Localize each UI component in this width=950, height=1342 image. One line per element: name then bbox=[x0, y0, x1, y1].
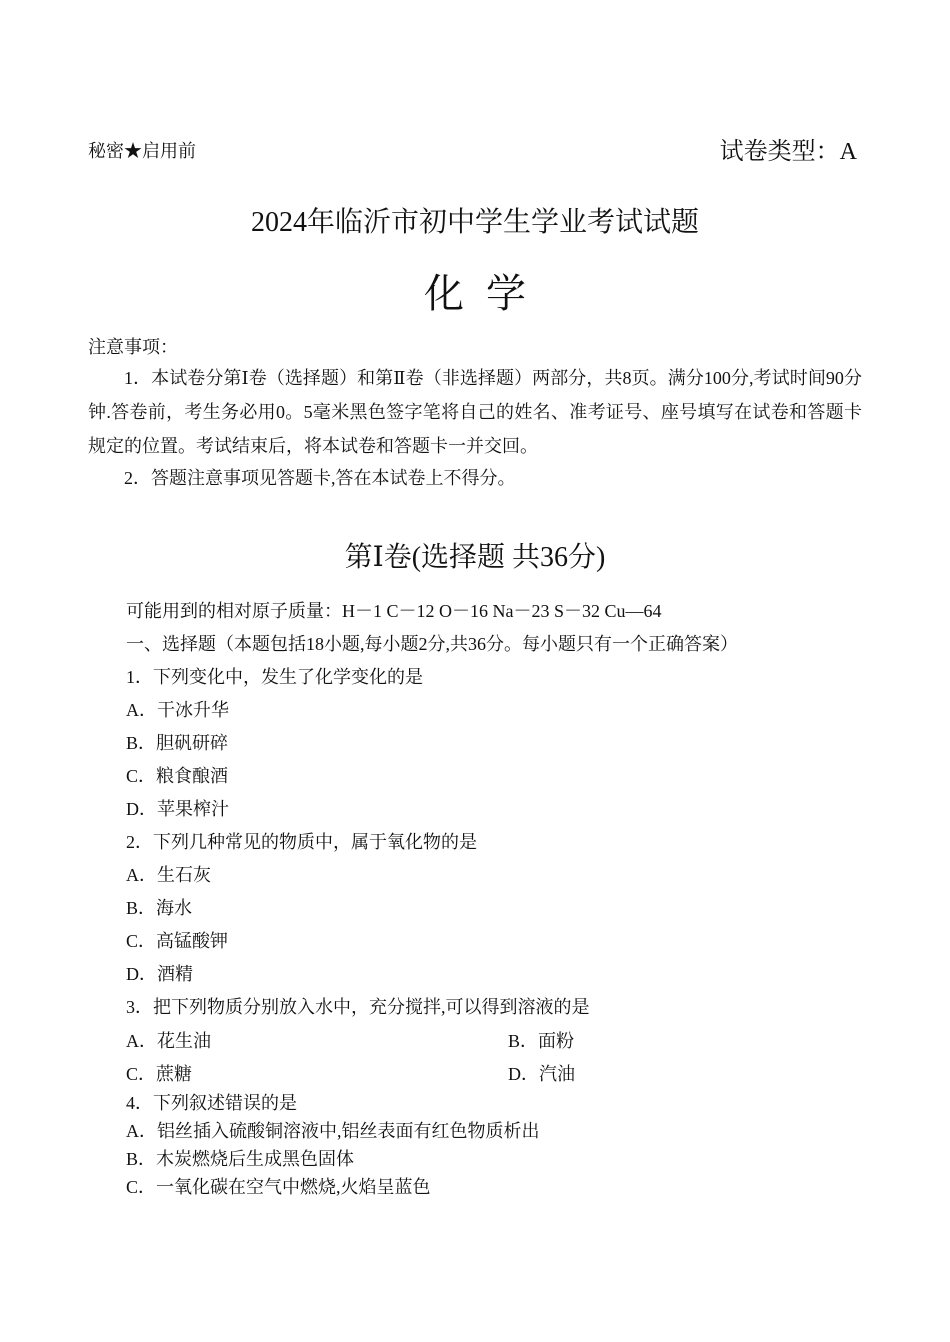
question-3-stem: 3．把下列物质分别放入水中，充分搅拌,可以得到溶液的是 bbox=[126, 997, 590, 1017]
question-2-option-a: A．生石灰 bbox=[126, 865, 211, 885]
question-1-option-d: D．苹果榨汁 bbox=[126, 799, 229, 819]
question-3-option-c: C．蔗糖 bbox=[126, 1064, 193, 1084]
question-2-option-c: C．高锰酸钾 bbox=[126, 931, 229, 951]
confidential-label: 秘密★启用前 bbox=[88, 141, 196, 161]
question-4-option-b: B．木炭燃烧后生成黑色固体 bbox=[126, 1149, 355, 1169]
question-1-option-b: B．胆矾研碎 bbox=[126, 733, 229, 753]
question-1-stem: 1．下列变化中，发生了化学变化的是 bbox=[126, 667, 423, 687]
question-1-option-a: A．干冰升华 bbox=[126, 700, 229, 720]
notice-item-1: 1．本试卷分第Ⅰ卷（选择题）和第Ⅱ卷（非选择题）两部分，共8页。满分100分,考试时间90分钟.答卷前，考生务必用0。5毫米黑色签字笔将自己的姓名、准考证号、座号填写在试卷和答题卡规定的位置。考试结束后，将本试卷和答题卡一并交回。 bbox=[88, 368, 862, 456]
question-3-option-d: D．汽油 bbox=[508, 1064, 575, 1084]
subject-title: 化学 bbox=[424, 271, 548, 316]
question-3-option-b: B．面粉 bbox=[508, 1031, 575, 1051]
question-4-option-a: A．铝丝插入硫酸铜溶液中,铝丝表面有红色物质析出 bbox=[126, 1121, 540, 1141]
question-3-option-a: A．花生油 bbox=[126, 1031, 211, 1051]
notice-item-2: 2．答题注意事项见答题卡,答在本试卷上不得分。 bbox=[124, 468, 516, 488]
atomic-masses: 可能用到的相对原子质量：H－1 C－12 O－16 Na－23 S－32 Cu—64 bbox=[126, 601, 662, 621]
section-title: 第Ⅰ卷(选择题 共36分) bbox=[344, 542, 606, 573]
question-1-option-c: C．粮食酿酒 bbox=[126, 766, 229, 786]
paper-type-label: 试卷类型：A bbox=[719, 139, 857, 165]
part-heading: 一、选择题（本题包括18小题,每小题2分,共36分。每小题只有一个正确答案） bbox=[126, 634, 738, 654]
question-2-option-d: D．酒精 bbox=[126, 964, 193, 984]
question-2-stem: 2．下列几种常见的物质中，属于氧化物的是 bbox=[126, 832, 477, 852]
notice-heading: 注意事项： bbox=[88, 337, 178, 357]
question-4-option-c: C．一氧化碳在空气中燃烧,火焰呈蓝色 bbox=[126, 1177, 431, 1197]
question-4-stem: 4．下列叙述错误的是 bbox=[126, 1093, 297, 1113]
question-2-option-b: B．海水 bbox=[126, 898, 193, 918]
exam-title: 2024年临沂市初中学生学业考试试题 bbox=[250, 207, 699, 238]
